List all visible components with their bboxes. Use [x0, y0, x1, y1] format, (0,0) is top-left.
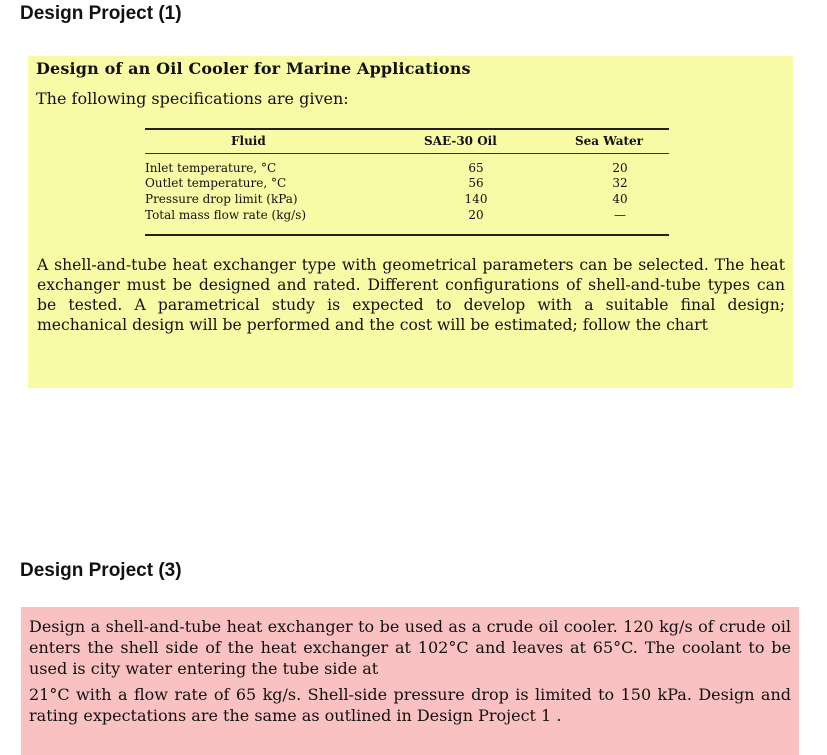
table-cell-water: 32	[612, 176, 628, 190]
table-header-water: Sea Water	[575, 134, 643, 148]
table-cell-oil: 20	[468, 208, 484, 222]
table-row-label: Inlet temperature, °C	[145, 161, 277, 175]
design-project-3-panel	[21, 607, 799, 755]
table-cell-oil: 56	[468, 176, 484, 190]
table-header-divider	[145, 153, 669, 154]
table-header-fluid: Fluid	[231, 134, 266, 148]
table-header-oil: SAE-30 Oil	[424, 134, 497, 148]
table-row-label: Total mass flow rate (kg/s)	[145, 208, 307, 222]
project-3-paragraph-2: 21°C with a flow rate of 65 kg/s. Shell-side pressure drop is limited to 150 kPa. Design and rating expectations are the same as outlined in Design Project 1 .	[29, 685, 791, 725]
project-3-paragraph-1: Design a shell-and-tube heat exchanger to be used as a crude oil cooler. 120 kg/s of crude oil enters the shell side of the heat exchanger at 102°C and leaves at 65°C. The coolant to be used is city water entering the tube side at	[29, 617, 791, 678]
table-cell-water: 40	[612, 192, 628, 206]
table-cell-water: —	[614, 208, 626, 222]
design-project-1-panel	[28, 56, 793, 388]
design-project-3-heading: Design Project (3)	[20, 560, 182, 581]
project-3-description	[29, 616, 791, 726]
table-cell-water: 20	[612, 161, 628, 175]
project-1-subtitle: The following specifications are given:	[36, 89, 349, 108]
table-cell-oil: 140	[464, 192, 488, 206]
specifications-table	[145, 128, 669, 236]
table-cell-oil: 65	[468, 161, 484, 175]
project-1-description: A shell-and-tube heat exchanger type with geometrical parameters can be selected. The heat exchanger must be designed and rated. Different configurations of shell-and-tube types can be tested. A parametrical study is expected to develop with a suitable final design; mechanical design will be performed and the cost will be estimated; follow the chart	[37, 256, 785, 334]
table-row-label: Outlet temperature, °C	[145, 176, 287, 190]
table-row-label: Pressure drop limit (kPa)	[145, 192, 298, 206]
project-1-title: Design of an Oil Cooler for Marine Applications	[36, 59, 471, 78]
design-project-1-heading: Design Project (1)	[20, 3, 182, 24]
